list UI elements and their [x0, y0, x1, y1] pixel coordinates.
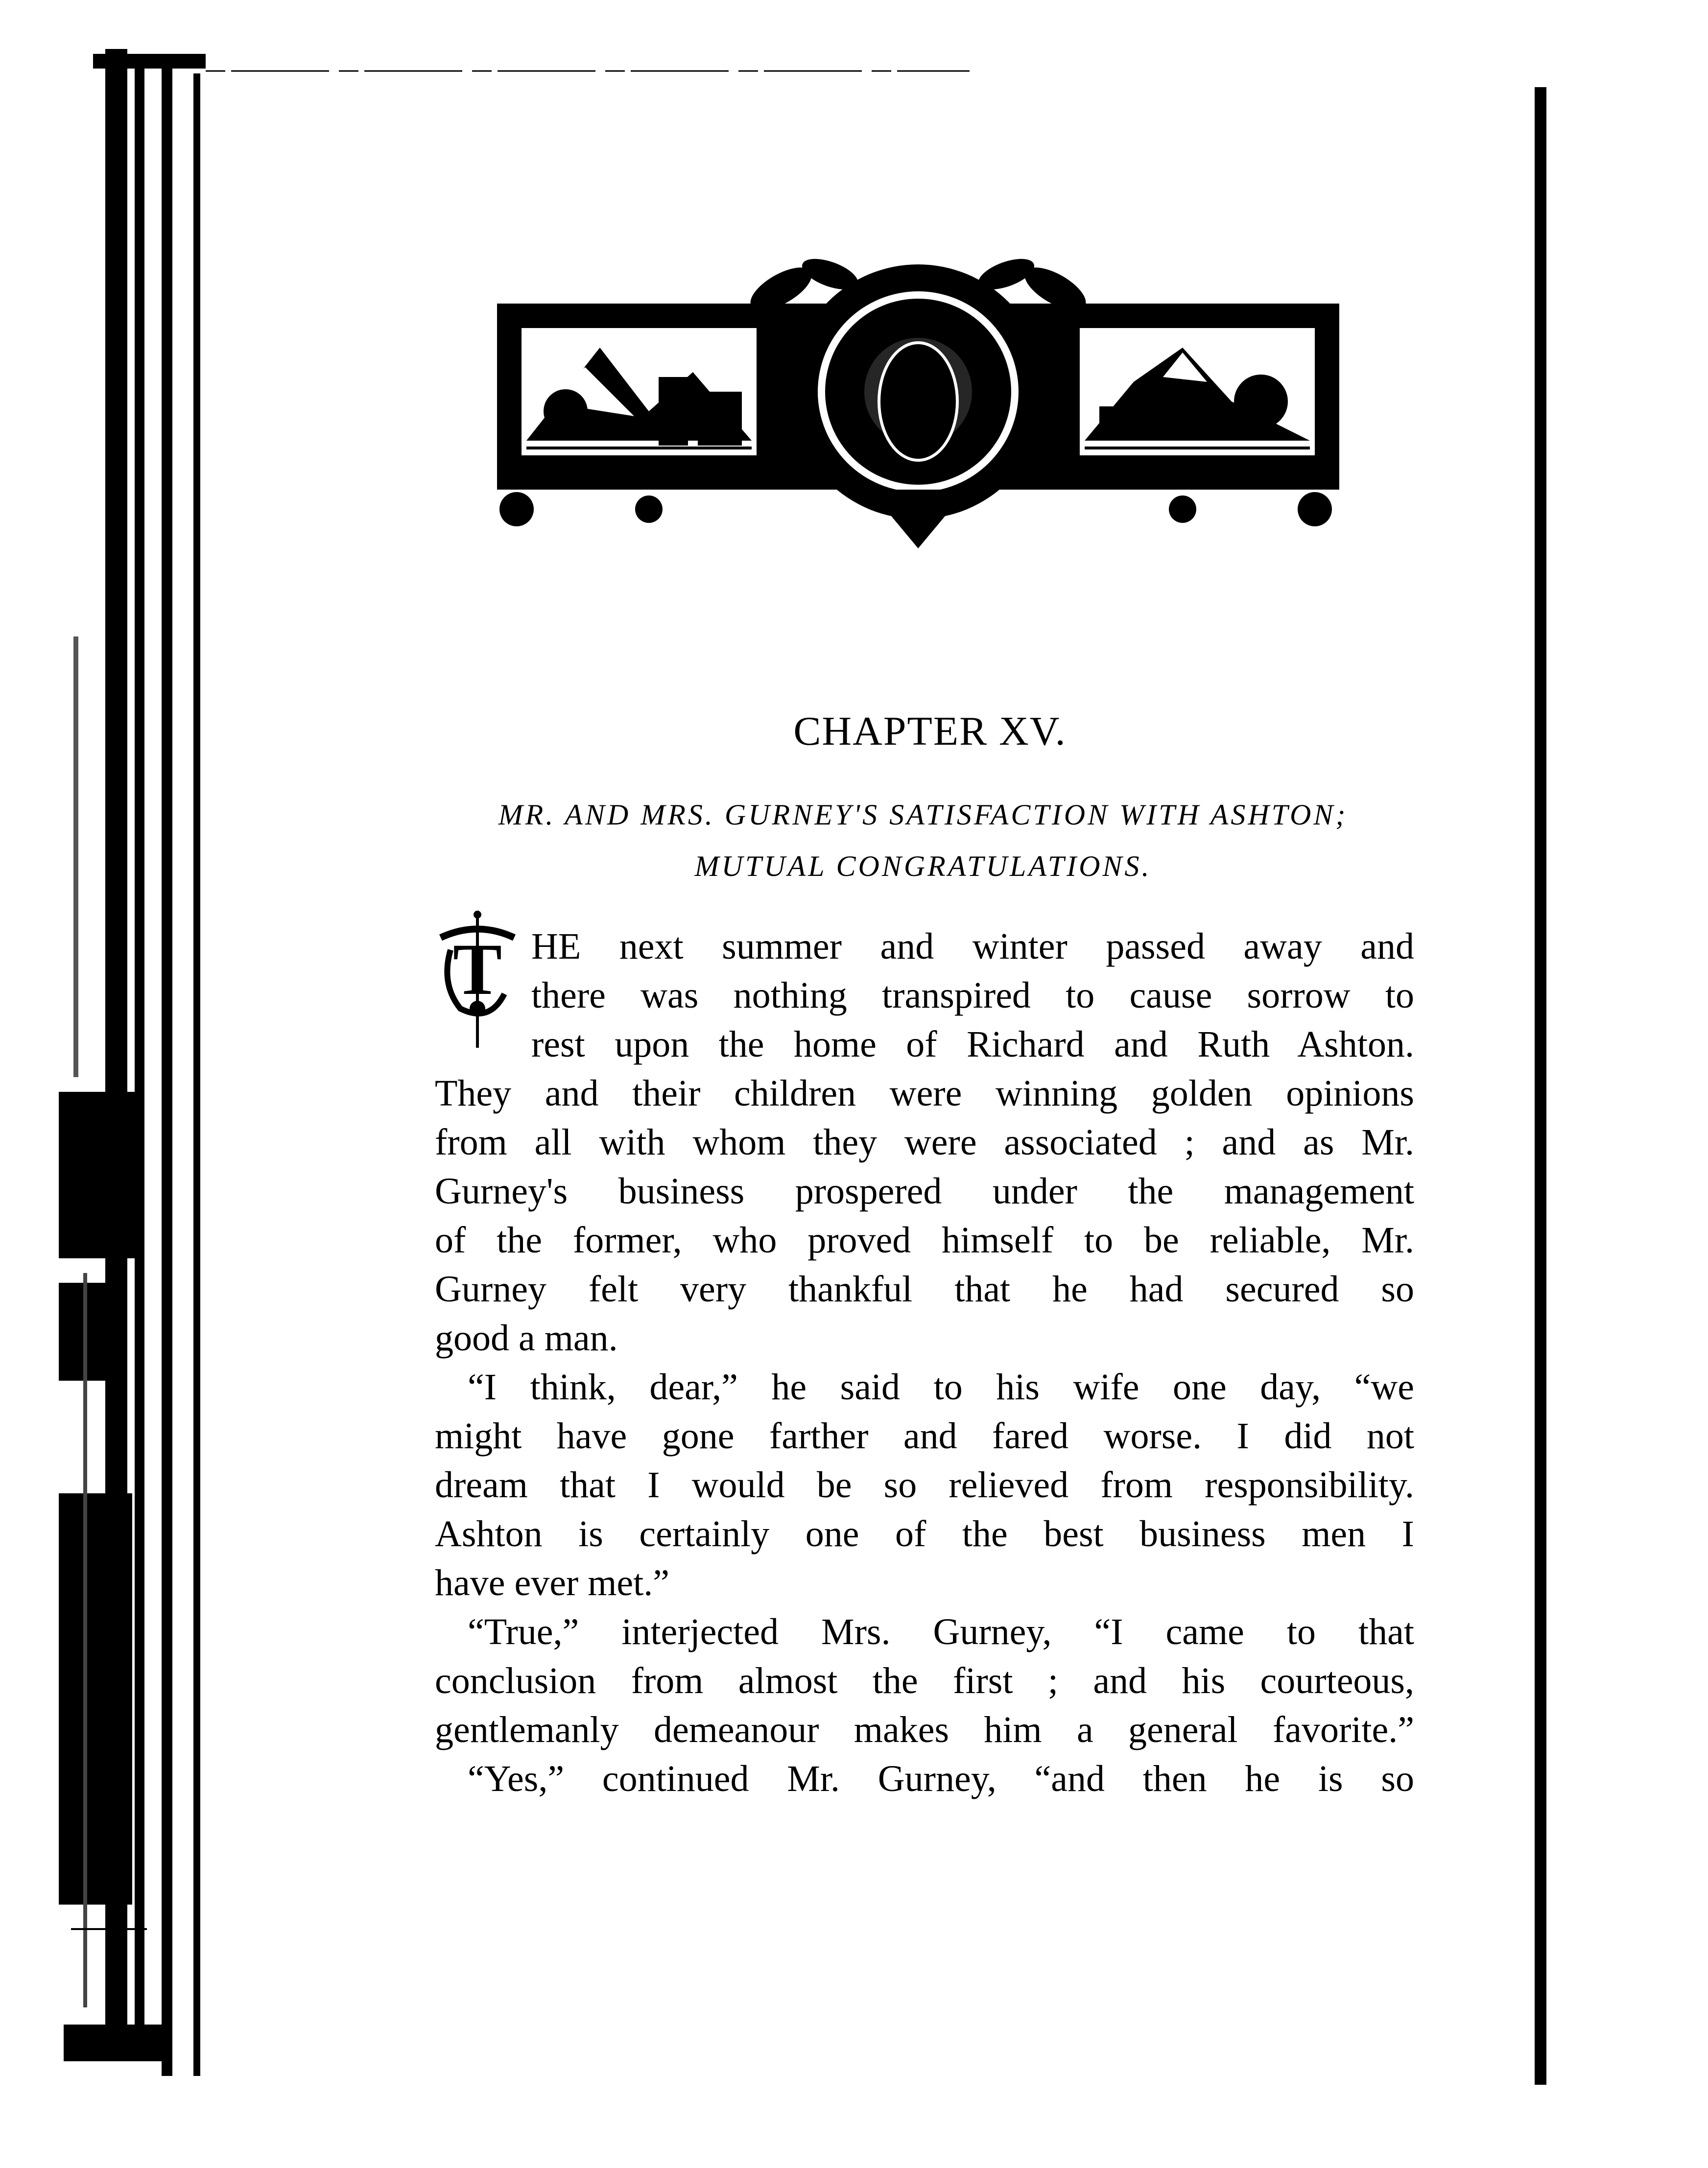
body-line: have ever met.”	[435, 1562, 669, 1603]
body-line: might have gone farther and fared worse. I did not	[435, 1415, 1414, 1457]
body-line: “Yes,” continued Mr. Gurney, “and then he is so	[468, 1758, 1414, 1799]
body-line: They and their children were winning golden opinions	[435, 1073, 1414, 1114]
body-line: of the former, who proved himself to be reliable, Mr.	[435, 1220, 1414, 1261]
body-line: “True,” interjected Mrs. Gurney, “I came to that	[468, 1611, 1414, 1652]
chapter-subtitle-line-1: MR. AND MRS. GURNEY'S SATISFACTION WITH ASHTON;	[498, 799, 1348, 831]
body-line: Ashton is certainly one of the best business men I	[435, 1513, 1414, 1555]
top-scan-rule	[206, 64, 989, 83]
body-line: rest upon the home of Richard and Ruth Ashton.	[531, 1024, 1414, 1065]
body-line: Gurney's business prospered under the management	[435, 1171, 1414, 1212]
chapter-subtitle-line-2: MUTUAL CONGRATULATIONS.	[694, 850, 1152, 882]
body-line: there was nothing transpired to cause sorrow to	[531, 975, 1414, 1016]
body-line: Gurney felt very thankful that he had secured so	[435, 1269, 1414, 1310]
scanned-binding-edge	[0, 0, 215, 2166]
body-line: dream that I would be so relieved from responsibility.	[435, 1464, 1414, 1506]
body-line: “I think, dear,” he said to his wife one day, “we	[468, 1367, 1414, 1408]
body-line: good a man.	[435, 1318, 618, 1359]
body-line: conclusion from almost the first ; and his courteous,	[435, 1660, 1414, 1701]
body-line: from all with whom they were associated ; and as Mr.	[435, 1122, 1414, 1163]
chapter-title: CHAPTER XV.	[793, 708, 1067, 754]
body-line: HE next summer and winter passed away and	[531, 926, 1414, 967]
right-page-edge	[1535, 87, 1546, 2085]
ornamental-initial-icon	[431, 911, 524, 1048]
body-line: gentlemanly demeanour makes him a general favorite.”	[435, 1709, 1414, 1750]
floral-landscape-headpiece-icon	[487, 255, 1349, 558]
drop-cap-letter: T	[452, 929, 502, 1010]
